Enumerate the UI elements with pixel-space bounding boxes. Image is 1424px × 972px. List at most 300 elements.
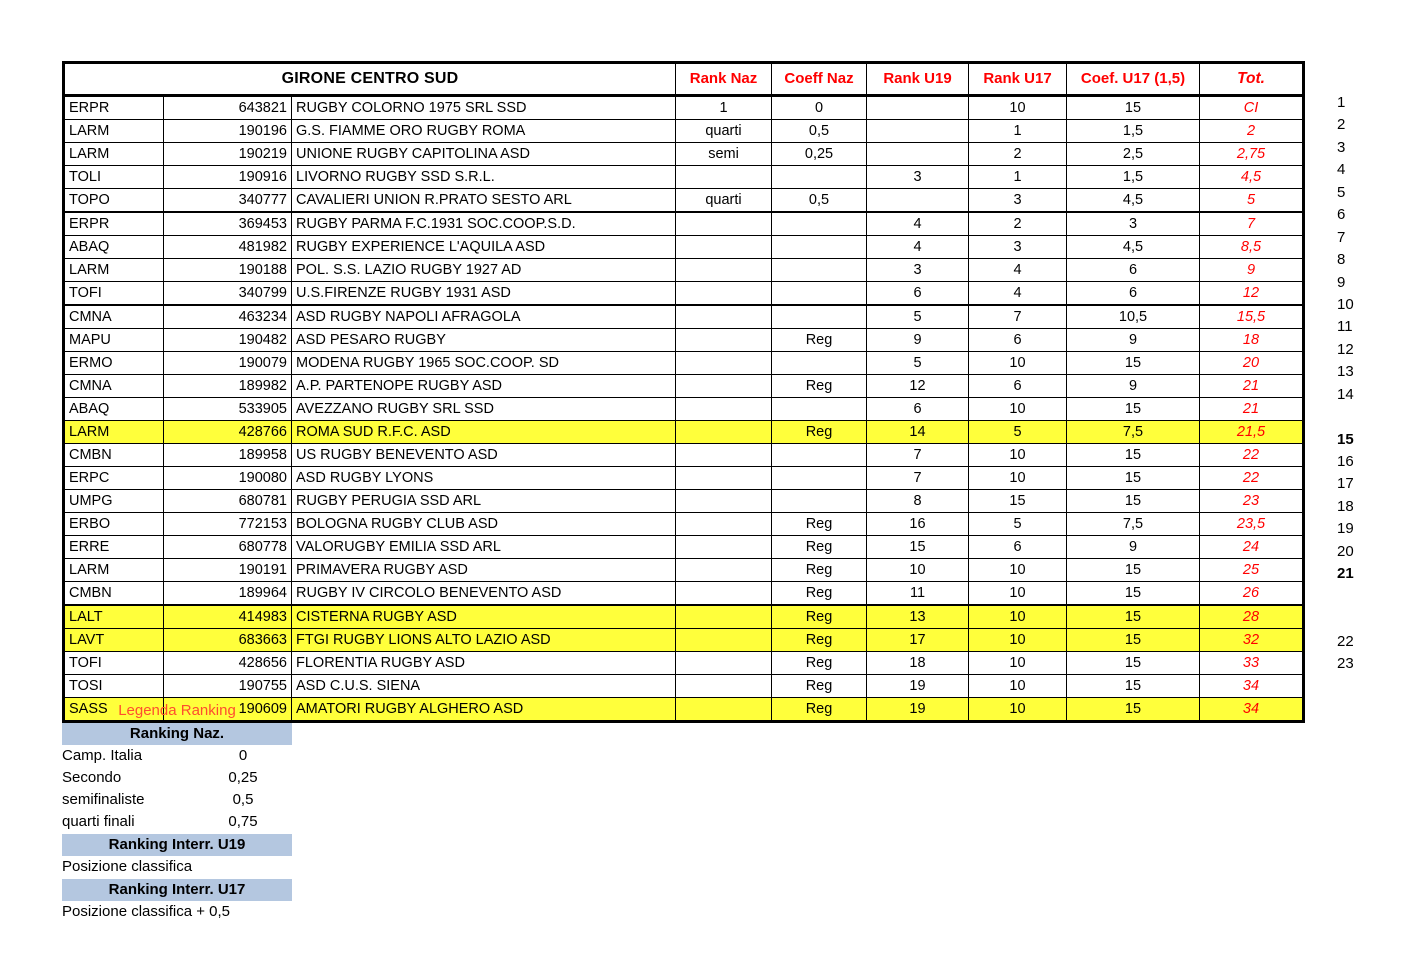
row-code: LARM	[64, 259, 164, 282]
row-rank-u19: 6	[867, 398, 969, 421]
row-code: LAVT	[64, 629, 164, 652]
row-coeff-naz: Reg	[772, 375, 867, 398]
row-total: 21	[1200, 398, 1304, 421]
row-total: 23,5	[1200, 513, 1304, 536]
row-rank-u19	[867, 96, 969, 120]
row-code: LARM	[64, 421, 164, 444]
row-rank-u19: 3	[867, 259, 969, 282]
row-coef-u17: 10,5	[1067, 305, 1200, 329]
row-rank-naz	[676, 675, 772, 698]
row-number: 190916	[164, 166, 292, 189]
row-rank-u17: 4	[969, 259, 1067, 282]
row-total: 28	[1200, 605, 1304, 629]
row-number: 190755	[164, 675, 292, 698]
row-coeff-naz	[772, 444, 867, 467]
row-coef-u17: 1,5	[1067, 120, 1200, 143]
row-rank-u17: 10	[969, 398, 1067, 421]
row-coef-u17: 4,5	[1067, 236, 1200, 259]
legend-row-value: 0,25	[228, 769, 258, 786]
legend-naz-rows	[62, 745, 362, 833]
row-rank-u17: 10	[969, 467, 1067, 490]
legend-row-label: quarti finali	[62, 813, 135, 830]
row-number: 643821	[164, 96, 292, 120]
row-number: 772153	[164, 513, 292, 536]
row-code: ERMO	[64, 352, 164, 375]
row-coeff-naz	[772, 398, 867, 421]
row-coeff-naz	[772, 259, 867, 282]
row-rank-u19: 12	[867, 375, 969, 398]
row-rank-naz	[676, 236, 772, 259]
row-index: 6	[1337, 206, 1346, 224]
row-rank-naz	[676, 605, 772, 629]
row-total: CI	[1200, 96, 1304, 120]
table-row	[64, 582, 1304, 606]
row-club-name: RUGBY EXPERIENCE L'AQUILA ASD	[292, 236, 676, 259]
row-code: ERPR	[64, 212, 164, 236]
row-coef-u17: 9	[1067, 536, 1200, 559]
row-rank-naz	[676, 305, 772, 329]
legend-row-value: 0	[238, 747, 248, 764]
row-total: 33	[1200, 652, 1304, 675]
row-total: 24	[1200, 536, 1304, 559]
row-rank-u19: 10	[867, 559, 969, 582]
row-code: ABAQ	[64, 236, 164, 259]
row-total: 15,5	[1200, 305, 1304, 329]
row-total: 34	[1200, 698, 1304, 722]
row-index: 7	[1337, 228, 1346, 246]
row-coeff-naz: Reg	[772, 513, 867, 536]
row-number: 428656	[164, 652, 292, 675]
row-index: 20	[1337, 542, 1354, 560]
row-number: 481982	[164, 236, 292, 259]
legend-u17-text: Posizione classifica + 0,5	[62, 903, 231, 920]
table-header-row	[64, 63, 1304, 96]
row-code: UMPG	[64, 490, 164, 513]
ranking-table-body	[64, 63, 1304, 722]
row-rank-u19: 18	[867, 652, 969, 675]
row-coef-u17: 1,5	[1067, 166, 1200, 189]
row-rank-naz	[676, 282, 772, 306]
row-rank-naz	[676, 559, 772, 582]
row-number: 190079	[164, 352, 292, 375]
column-header-rank-naz: Rank Naz	[676, 63, 772, 96]
row-club-name: CAVALIERI UNION R.PRATO SESTO ARL	[292, 189, 676, 213]
row-club-name: PRIMAVERA RUGBY ASD	[292, 559, 676, 582]
row-rank-naz	[676, 629, 772, 652]
row-rank-naz	[676, 352, 772, 375]
row-club-name: CISTERNA RUGBY ASD	[292, 605, 676, 629]
row-coeff-naz: 0,5	[772, 120, 867, 143]
row-index	[1337, 675, 1397, 697]
row-coef-u17: 7,5	[1067, 421, 1200, 444]
row-code: ABAQ	[64, 398, 164, 421]
legend-panel	[62, 700, 362, 923]
row-total: 23	[1200, 490, 1304, 513]
row-rank-naz	[676, 398, 772, 421]
row-number: 414983	[164, 605, 292, 629]
row-rank-u17: 10	[969, 629, 1067, 652]
table-row	[64, 166, 1304, 189]
row-rank-u19: 15	[867, 536, 969, 559]
row-coef-u17: 15	[1067, 698, 1200, 722]
row-coeff-naz: 0,25	[772, 143, 867, 166]
row-rank-u19: 4	[867, 212, 969, 236]
row-club-name: RUGBY IV CIRCOLO BENEVENTO ASD	[292, 582, 676, 606]
row-rank-u17: 6	[969, 329, 1067, 352]
row-coef-u17: 4,5	[1067, 189, 1200, 213]
row-rank-u17: 6	[969, 375, 1067, 398]
row-club-name: U.S.FIRENZE RUGBY 1931 ASD	[292, 282, 676, 306]
legend-row-label: semifinaliste	[62, 791, 145, 808]
row-club-name: FLORENTIA RUGBY ASD	[292, 652, 676, 675]
column-header-coef-u17: Coef. U17 (1,5)	[1067, 63, 1200, 96]
row-index: 15	[1337, 430, 1354, 448]
row-code: CMBN	[64, 582, 164, 606]
row-coef-u17: 9	[1067, 375, 1200, 398]
row-rank-u17: 10	[969, 559, 1067, 582]
row-number: 680778	[164, 536, 292, 559]
row-total: 20	[1200, 352, 1304, 375]
row-total: 4,5	[1200, 166, 1304, 189]
row-coeff-naz: Reg	[772, 421, 867, 444]
table-title: GIRONE CENTRO SUD	[64, 63, 676, 96]
row-code: CMBN	[64, 444, 164, 467]
row-rank-u17: 15	[969, 490, 1067, 513]
row-total: 25	[1200, 559, 1304, 582]
row-rank-naz	[676, 698, 772, 722]
table-row	[64, 352, 1304, 375]
row-index: 2	[1337, 116, 1346, 134]
row-code: ERBO	[64, 513, 164, 536]
row-number: 189958	[164, 444, 292, 467]
row-rank-naz	[676, 259, 772, 282]
row-rank-naz	[676, 166, 772, 189]
table-row	[64, 305, 1304, 329]
row-rank-u19: 5	[867, 352, 969, 375]
row-club-name: A.P. PARTENOPE RUGBY ASD	[292, 375, 676, 398]
row-number: 190188	[164, 259, 292, 282]
row-index: 14	[1337, 385, 1354, 403]
row-number: 463234	[164, 305, 292, 329]
row-coef-u17: 15	[1067, 559, 1200, 582]
row-coeff-naz: Reg	[772, 629, 867, 652]
table-row	[64, 536, 1304, 559]
table-row	[64, 96, 1304, 120]
row-total: 5	[1200, 189, 1304, 213]
row-rank-u19: 13	[867, 605, 969, 629]
legend-row-value: 0,75	[228, 813, 258, 830]
row-total: 34	[1200, 675, 1304, 698]
column-header-rank-u17: Rank U17	[969, 63, 1067, 96]
row-rank-u19	[867, 143, 969, 166]
row-code: ERPR	[64, 96, 164, 120]
row-index: 18	[1337, 497, 1354, 515]
row-rank-u19	[867, 120, 969, 143]
row-code: ERRE	[64, 536, 164, 559]
row-number: 190080	[164, 467, 292, 490]
row-rank-u17: 10	[969, 652, 1067, 675]
row-rank-u19: 11	[867, 582, 969, 606]
row-total: 8,5	[1200, 236, 1304, 259]
row-rank-u19: 7	[867, 467, 969, 490]
row-club-name: POL. S.S. LAZIO RUGBY 1927 AD	[292, 259, 676, 282]
row-index: 8	[1337, 251, 1346, 269]
row-rank-u17: 10	[969, 698, 1067, 722]
row-number: 189964	[164, 582, 292, 606]
row-club-name: VALORUGBY EMILIA SSD ARL	[292, 536, 676, 559]
legend-title: Legenda Ranking	[118, 702, 236, 719]
table-row	[64, 629, 1304, 652]
row-index: 4	[1337, 161, 1346, 179]
row-rank-u17: 10	[969, 96, 1067, 120]
row-total: 9	[1200, 259, 1304, 282]
row-code: CMNA	[64, 375, 164, 398]
row-rank-u17: 5	[969, 421, 1067, 444]
row-coef-u17: 15	[1067, 467, 1200, 490]
row-index: 23	[1337, 654, 1354, 672]
table-row	[64, 120, 1304, 143]
row-number: 190196	[164, 120, 292, 143]
row-club-name: ASD RUGBY NAPOLI AFRAGOLA	[292, 305, 676, 329]
row-club-name: LIVORNO RUGBY SSD S.R.L.	[292, 166, 676, 189]
row-total: 2,75	[1200, 143, 1304, 166]
row-number: 189982	[164, 375, 292, 398]
row-coeff-naz: Reg	[772, 329, 867, 352]
row-rank-u19: 16	[867, 513, 969, 536]
column-header-tot: Tot.	[1200, 63, 1304, 96]
ranking-table	[62, 61, 1305, 723]
row-rank-naz: quarti	[676, 120, 772, 143]
row-index: 16	[1337, 453, 1354, 470]
row-rank-naz: semi	[676, 143, 772, 166]
row-rank-naz	[676, 375, 772, 398]
row-club-name: ASD PESARO RUGBY	[292, 329, 676, 352]
table-row	[64, 398, 1304, 421]
row-coef-u17: 15	[1067, 582, 1200, 606]
row-rank-u17: 3	[969, 236, 1067, 259]
legend-section-ranking-u19: Ranking Interr. U19	[62, 834, 292, 856]
row-coeff-naz	[772, 282, 867, 306]
row-total: 21,5	[1200, 421, 1304, 444]
row-code: LARM	[64, 559, 164, 582]
table-row	[64, 490, 1304, 513]
row-coeff-naz	[772, 305, 867, 329]
row-code: TOPO	[64, 189, 164, 213]
table-row	[64, 212, 1304, 236]
row-club-name: RUGBY PARMA F.C.1931 SOC.COOP.S.D.	[292, 212, 676, 236]
row-index: 1	[1337, 94, 1346, 111]
row-number: 683663	[164, 629, 292, 652]
row-club-name: MODENA RUGBY 1965 SOC.COOP. SD	[292, 352, 676, 375]
legend-row-label: Camp. Italia	[62, 747, 143, 764]
row-rank-u19	[867, 189, 969, 213]
row-rank-u19: 6	[867, 282, 969, 306]
row-coef-u17: 15	[1067, 398, 1200, 421]
row-coef-u17: 15	[1067, 352, 1200, 375]
row-coef-u17: 15	[1067, 96, 1200, 120]
row-rank-u19: 19	[867, 698, 969, 722]
row-code: TOLI	[64, 166, 164, 189]
row-index: 13	[1337, 363, 1354, 381]
row-number: 190482	[164, 329, 292, 352]
row-total: 7	[1200, 212, 1304, 236]
row-rank-naz	[676, 212, 772, 236]
row-rank-u19: 19	[867, 675, 969, 698]
row-rank-u17: 1	[969, 166, 1067, 189]
legend-section-ranking-naz: Ranking Naz.	[62, 723, 292, 745]
row-code: TOFI	[64, 282, 164, 306]
row-coef-u17: 6	[1067, 282, 1200, 306]
row-code: ERPC	[64, 467, 164, 490]
row-coeff-naz: Reg	[772, 698, 867, 722]
legend-section-ranking-u17: Ranking Interr. U17	[62, 879, 292, 901]
row-code: MAPU	[64, 329, 164, 352]
row-rank-u19: 9	[867, 329, 969, 352]
row-coeff-naz: Reg	[772, 536, 867, 559]
row-coef-u17: 15	[1067, 605, 1200, 629]
row-index: 10	[1337, 295, 1354, 313]
row-club-name: AMATORI RUGBY ALGHERO ASD	[292, 698, 676, 722]
row-coeff-naz: 0,5	[772, 189, 867, 213]
row-coef-u17: 9	[1067, 329, 1200, 352]
row-index: 11	[1337, 318, 1353, 336]
row-rank-naz	[676, 467, 772, 490]
table-row	[64, 513, 1304, 536]
table-row	[64, 375, 1304, 398]
table-row	[64, 605, 1304, 629]
row-number: 533905	[164, 398, 292, 421]
row-total: 22	[1200, 467, 1304, 490]
row-rank-naz	[676, 582, 772, 606]
table-row	[64, 282, 1304, 306]
row-club-name: RUGBY PERUGIA SSD ARL	[292, 490, 676, 513]
row-coef-u17: 15	[1067, 675, 1200, 698]
row-coeff-naz	[772, 166, 867, 189]
row-coef-u17: 15	[1067, 444, 1200, 467]
row-coeff-naz: Reg	[772, 582, 867, 606]
row-rank-u17: 10	[969, 352, 1067, 375]
row-rank-u19: 7	[867, 444, 969, 467]
row-rank-u17: 10	[969, 605, 1067, 629]
legend-row	[62, 745, 307, 767]
row-index	[1337, 406, 1397, 428]
row-coeff-naz: Reg	[772, 675, 867, 698]
row-club-name: US RUGBY BENEVENTO ASD	[292, 444, 676, 467]
row-coeff-naz	[772, 467, 867, 490]
row-coef-u17: 2,5	[1067, 143, 1200, 166]
column-header-rank-u19: Rank U19	[867, 63, 969, 96]
row-rank-u19: 4	[867, 236, 969, 259]
row-coef-u17: 7,5	[1067, 513, 1200, 536]
table-row	[64, 421, 1304, 444]
row-number: 680781	[164, 490, 292, 513]
row-rank-naz	[676, 421, 772, 444]
table-row	[64, 189, 1304, 213]
row-rank-u17: 3	[969, 189, 1067, 213]
row-rank-u17: 2	[969, 143, 1067, 166]
row-coeff-naz: 0	[772, 96, 867, 120]
row-index: 12	[1337, 340, 1354, 358]
row-club-name: ASD C.U.S. SIENA	[292, 675, 676, 698]
ranking-table-container	[62, 61, 1305, 723]
row-coef-u17: 15	[1067, 629, 1200, 652]
row-rank-u17: 10	[969, 582, 1067, 606]
row-rank-naz	[676, 329, 772, 352]
row-index: 21	[1337, 565, 1354, 583]
row-club-name: UNIONE RUGBY CAPITOLINA ASD	[292, 143, 676, 166]
row-number: 340777	[164, 189, 292, 213]
row-rank-u17: 4	[969, 282, 1067, 306]
row-rank-naz: 1	[676, 96, 772, 120]
row-rank-naz	[676, 536, 772, 559]
legend-row	[62, 789, 307, 811]
table-row	[64, 143, 1304, 166]
legend-row	[62, 811, 307, 833]
row-coeff-naz	[772, 352, 867, 375]
row-code: SASS	[64, 698, 164, 722]
row-coeff-naz: Reg	[772, 605, 867, 629]
row-rank-u19: 14	[867, 421, 969, 444]
table-row	[64, 236, 1304, 259]
row-rank-u17: 10	[969, 675, 1067, 698]
row-index: 9	[1337, 273, 1346, 291]
table-row	[64, 467, 1304, 490]
row-coef-u17: 3	[1067, 212, 1200, 236]
row-total: 32	[1200, 629, 1304, 652]
row-coeff-naz	[772, 236, 867, 259]
row-rank-u19: 17	[867, 629, 969, 652]
row-rank-naz	[676, 490, 772, 513]
row-rank-u17: 2	[969, 212, 1067, 236]
row-total: 26	[1200, 582, 1304, 606]
row-rank-u17: 1	[969, 120, 1067, 143]
row-club-name: FTGI RUGBY LIONS ALTO LAZIO ASD	[292, 629, 676, 652]
row-number: 190219	[164, 143, 292, 166]
row-rank-u19: 8	[867, 490, 969, 513]
row-rank-u19: 5	[867, 305, 969, 329]
legend-row-value: 0,5	[232, 791, 254, 808]
row-club-name: ASD RUGBY LYONS	[292, 467, 676, 490]
row-rank-u17: 5	[969, 513, 1067, 536]
row-index: 22	[1337, 632, 1354, 650]
table-row	[64, 444, 1304, 467]
row-number: 369453	[164, 212, 292, 236]
row-code: LARM	[64, 143, 164, 166]
row-index: 3	[1337, 138, 1346, 156]
row-rank-u19: 3	[867, 166, 969, 189]
table-row	[64, 559, 1304, 582]
row-code: TOFI	[64, 652, 164, 675]
row-coef-u17: 15	[1067, 490, 1200, 513]
row-coeff-naz	[772, 212, 867, 236]
row-code: LALT	[64, 605, 164, 629]
row-total: 22	[1200, 444, 1304, 467]
row-rank-u17: 6	[969, 536, 1067, 559]
row-rank-naz	[676, 513, 772, 536]
row-rank-naz	[676, 652, 772, 675]
row-number: 190191	[164, 559, 292, 582]
legend-row	[62, 767, 307, 789]
row-index	[1337, 608, 1397, 630]
row-total: 18	[1200, 329, 1304, 352]
row-index: 17	[1337, 475, 1354, 493]
row-club-name: ROMA SUD R.F.C. ASD	[292, 421, 676, 444]
row-rank-u17: 10	[969, 444, 1067, 467]
row-code: CMNA	[64, 305, 164, 329]
table-row	[64, 259, 1304, 282]
legend-u19-text: Posizione classifica	[62, 858, 193, 875]
column-header-coeff-naz: Coeff Naz	[772, 63, 867, 96]
